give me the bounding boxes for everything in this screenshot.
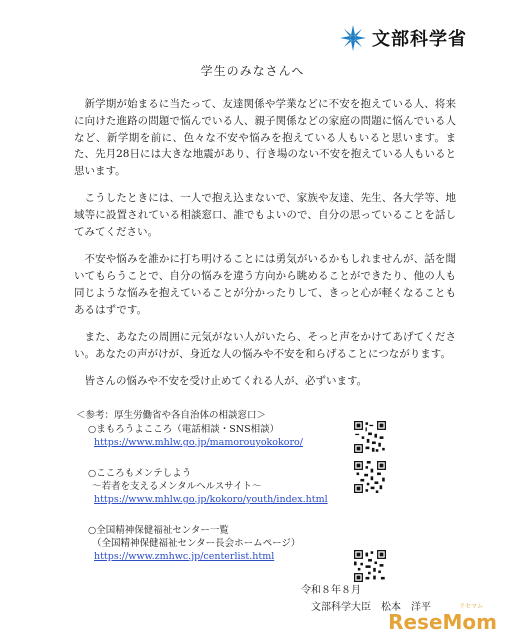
- resemom-watermark: [388, 603, 497, 634]
- reference-heading: ＜参考：厚生労働省や各自治体の相談窓口＞: [76, 410, 267, 421]
- qr-code-icon: [354, 461, 386, 493]
- reference-subtitle: （全国精神保健福祉センター長会ホームページ）: [92, 538, 301, 549]
- reference-name: ○全国精神保健福祉センター一覧: [88, 525, 229, 536]
- watermark-ruby: リセマム: [459, 603, 483, 610]
- reference-item: [88, 423, 452, 449]
- reference-item: [88, 467, 452, 506]
- mext-logo-icon: [339, 24, 367, 52]
- reference-link[interactable]: https://www.mhlw.go.jp/mamorouyokokoro/: [94, 437, 303, 448]
- reference-name: ○こころもメンテしよう: [88, 468, 192, 479]
- reference-name: ○まもろうよこころ（電話相談・SNS相談）: [88, 424, 280, 435]
- ministry-logo: [339, 24, 467, 52]
- paragraph: また、あなたの周囲に元気がない人がいたら、そっと声をかけてあげてください。あなたの声がけが、身近な人の悩みや不安を和らげることにつながります。: [74, 331, 456, 360]
- paragraph: 新学期が始まるに当たって、友達関係や学業などに不安を抱えている人、将来に向けた進路の問題で悩んでいる人、親子関係などの家庭の問題に悩んでいる人など、新学期を前に、色々な不安や悩みを抱えている人もいると思います。また、先月28日には大きな地震があり、行き場のない不安を抱えている人もいると思います。: [74, 98, 456, 178]
- reference-subtitle: ～若者を支えるメンタルヘルスサイト～: [92, 481, 262, 492]
- signature-date: 令和８年８月: [301, 585, 361, 596]
- paragraph: 皆さんの悩みや不安を受け止めてくれる人が、必ずいます。: [84, 375, 368, 388]
- signature-signer: 文部科学大臣 松本 洋平: [311, 602, 431, 613]
- paragraph: 不安や悩みを誰かに打ち明けることには勇気がいるかもしれませんが、話を聞いてもらうことで、自分の悩みを違う方向から眺めることができたり、他の人も同じような悩みを抱えていることが分かったりして、きっと心が軽くなることもあるはずです。: [74, 253, 456, 316]
- reference-link[interactable]: https://www.zmhwc.jp/centerlist.html: [94, 551, 275, 562]
- qr-code-icon: [354, 421, 386, 453]
- watermark-text: ReseMom: [388, 610, 497, 634]
- page-title: 学生のみなさんへ: [200, 64, 305, 78]
- reference-section: [72, 407, 452, 581]
- reference-link[interactable]: https://www.mhlw.go.jp/kokoro/youth/index.html: [94, 494, 328, 505]
- qr-code-icon: [354, 550, 386, 582]
- ministry-name: 文部科学省: [372, 29, 467, 50]
- letter-body: [74, 96, 456, 400]
- reference-item: [88, 524, 452, 563]
- paragraph: こうしたときには、一人で抱え込まないで、家族や友達、先生、各大学等、地域等に設置されている相談窓口、誰でもよいので、自分の思っていることを話してみてください。: [74, 192, 456, 239]
